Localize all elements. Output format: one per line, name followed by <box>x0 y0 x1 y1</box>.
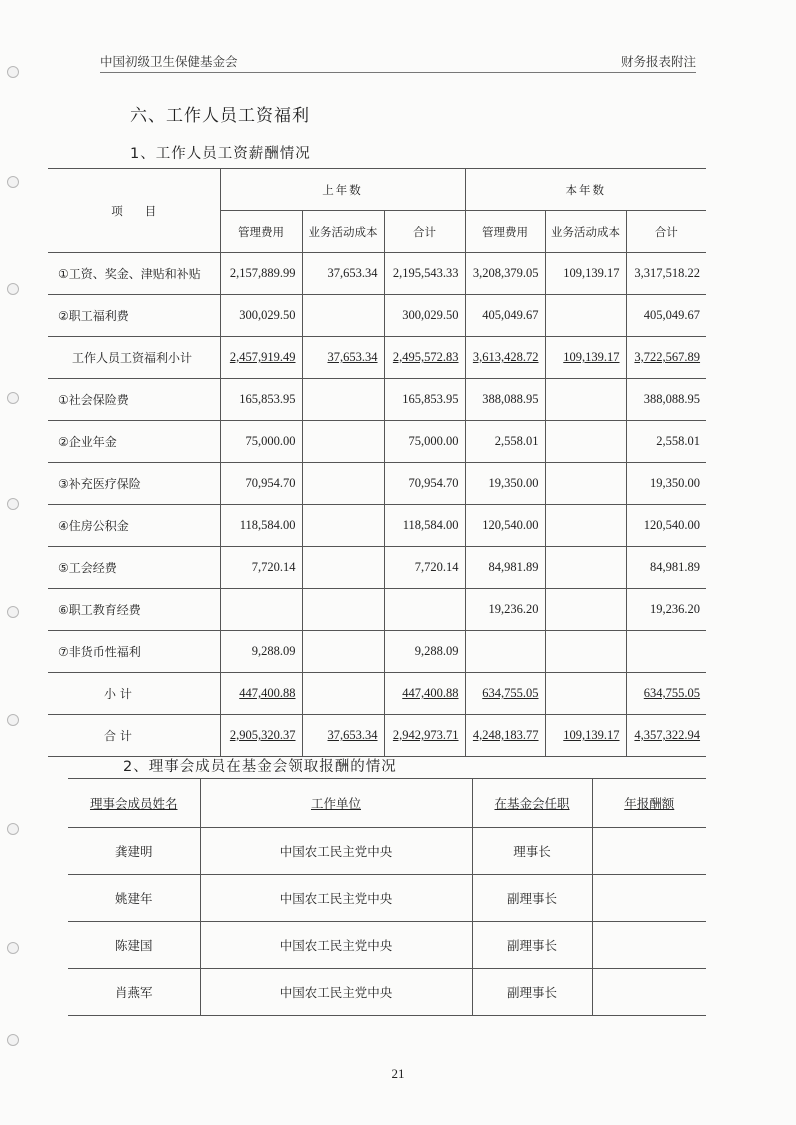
work-unit-cell: 中国农工民主党中央 <box>200 828 472 875</box>
current-year-header: 本年数 <box>465 169 706 211</box>
row-label: ⑥职工教育经费 <box>48 589 220 631</box>
value-cell: 2,457,919.49 <box>220 337 302 379</box>
value-cell: 300,029.50 <box>384 295 465 337</box>
table-row <box>48 379 706 421</box>
value-cell <box>545 295 626 337</box>
value-cell <box>465 631 545 673</box>
value-cell <box>545 547 626 589</box>
value-cell: 70,954.70 <box>220 463 302 505</box>
value-cell <box>545 379 626 421</box>
col-annual-pay: 年报酬额 <box>592 779 706 828</box>
value-cell: 75,000.00 <box>384 421 465 463</box>
subsection-title-salary: 1、工作人员工资薪酬情况 <box>130 146 311 162</box>
table-row <box>68 922 706 969</box>
value-cell: 634,755.05 <box>465 673 545 715</box>
binder-hole <box>7 942 19 954</box>
value-cell: 109,139.17 <box>545 253 626 295</box>
value-cell <box>545 505 626 547</box>
row-label: ①社会保险费 <box>48 379 220 421</box>
value-cell <box>302 673 384 715</box>
value-cell: 2,558.01 <box>465 421 545 463</box>
member-name-cell: 龚建明 <box>68 828 200 875</box>
value-cell: 75,000.00 <box>220 421 302 463</box>
value-cell: 405,049.67 <box>465 295 545 337</box>
value-cell: 2,495,572.83 <box>384 337 465 379</box>
work-unit-cell: 中国农工民主党中央 <box>200 875 472 922</box>
value-cell: 84,981.89 <box>626 547 706 589</box>
table-row <box>48 715 706 757</box>
value-cell <box>626 631 706 673</box>
value-cell <box>220 589 302 631</box>
table-row <box>48 673 706 715</box>
value-cell: 2,195,543.33 <box>384 253 465 295</box>
value-cell <box>302 589 384 631</box>
member-name-cell: 姚建年 <box>68 875 200 922</box>
binder-hole <box>7 283 19 295</box>
value-cell <box>302 379 384 421</box>
value-cell: 2,157,889.99 <box>220 253 302 295</box>
row-label: 工作人员工资福利小计 <box>48 337 220 379</box>
row-label: ④住房公积金 <box>48 505 220 547</box>
value-cell: 2,558.01 <box>626 421 706 463</box>
value-cell: 120,540.00 <box>626 505 706 547</box>
row-label: ⑦非货币性福利 <box>48 631 220 673</box>
value-cell: 3,613,428.72 <box>465 337 545 379</box>
value-cell: 7,720.14 <box>384 547 465 589</box>
value-cell: 9,288.09 <box>220 631 302 673</box>
value-cell: 70,954.70 <box>384 463 465 505</box>
binder-hole <box>7 66 19 78</box>
col-mgmt-prior: 管理费用 <box>220 211 302 253</box>
row-label: ③补充医疗保险 <box>48 463 220 505</box>
value-cell: 109,139.17 <box>545 337 626 379</box>
value-cell <box>302 421 384 463</box>
row-label: ①工资、奖金、津贴和补贴 <box>48 253 220 295</box>
value-cell: 19,350.00 <box>465 463 545 505</box>
value-cell: 300,029.50 <box>220 295 302 337</box>
value-cell: 3,317,518.22 <box>626 253 706 295</box>
annual-pay-cell <box>592 875 706 922</box>
value-cell: 388,088.95 <box>465 379 545 421</box>
work-unit-cell: 中国农工民主党中央 <box>200 922 472 969</box>
prior-year-header: 上年数 <box>220 169 465 211</box>
member-name-cell: 陈建国 <box>68 922 200 969</box>
value-cell <box>545 589 626 631</box>
value-cell: 388,088.95 <box>626 379 706 421</box>
table-row <box>48 421 706 463</box>
col-work-unit: 工作单位 <box>200 779 472 828</box>
value-cell: 118,584.00 <box>220 505 302 547</box>
binder-hole <box>7 823 19 835</box>
value-cell: 37,653.34 <box>302 715 384 757</box>
col-biz-current: 业务活动成本 <box>545 211 626 253</box>
work-unit-cell: 中国农工民主党中央 <box>200 969 472 1016</box>
value-cell: 447,400.88 <box>384 673 465 715</box>
col-total-current: 合计 <box>626 211 706 253</box>
table-row <box>68 875 706 922</box>
position-cell: 理事长 <box>472 828 592 875</box>
col-biz-prior: 业务活动成本 <box>302 211 384 253</box>
position-cell: 副理事长 <box>472 875 592 922</box>
table-row <box>48 631 706 673</box>
header-divider <box>100 72 696 73</box>
value-cell: 3,722,567.89 <box>626 337 706 379</box>
value-cell: 109,139.17 <box>545 715 626 757</box>
annual-pay-cell <box>592 922 706 969</box>
subsection-title-board: 2、理事会成员在基金会领取报酬的情况 <box>123 759 397 775</box>
position-cell: 副理事长 <box>472 969 592 1016</box>
value-cell: 4,357,322.94 <box>626 715 706 757</box>
binder-hole <box>7 392 19 404</box>
value-cell <box>545 421 626 463</box>
section-title: 六、工作人员工资福利 <box>130 106 310 126</box>
table-row <box>68 828 706 875</box>
value-cell: 165,853.95 <box>220 379 302 421</box>
item-header: 项目 <box>48 169 220 253</box>
col-member-name: 理事会成员姓名 <box>68 779 200 828</box>
position-cell: 副理事长 <box>472 922 592 969</box>
table-row <box>48 337 706 379</box>
table-row <box>48 295 706 337</box>
value-cell: 84,981.89 <box>465 547 545 589</box>
board-compensation-table <box>68 778 706 1016</box>
value-cell <box>384 589 465 631</box>
binder-hole <box>7 176 19 188</box>
value-cell: 19,236.20 <box>626 589 706 631</box>
value-cell: 2,942,973.71 <box>384 715 465 757</box>
table-row <box>48 589 706 631</box>
col-position: 在基金会任职 <box>472 779 592 828</box>
value-cell <box>302 547 384 589</box>
table-row <box>48 505 706 547</box>
row-label: ②企业年金 <box>48 421 220 463</box>
header-org-name: 中国初级卫生保健基金会 <box>100 54 238 69</box>
value-cell: 634,755.05 <box>626 673 706 715</box>
binder-hole <box>7 714 19 726</box>
value-cell: 120,540.00 <box>465 505 545 547</box>
page-header <box>100 48 696 68</box>
col-mgmt-current: 管理费用 <box>465 211 545 253</box>
salary-table <box>48 168 706 757</box>
value-cell: 447,400.88 <box>220 673 302 715</box>
value-cell <box>302 631 384 673</box>
value-cell <box>302 463 384 505</box>
table-row <box>48 547 706 589</box>
value-cell: 37,653.34 <box>302 253 384 295</box>
value-cell: 9,288.09 <box>384 631 465 673</box>
value-cell <box>302 505 384 547</box>
header-doc-type: 财务报表附注 <box>620 54 696 69</box>
page-number: 21 <box>391 1066 405 1081</box>
value-cell: 3,208,379.05 <box>465 253 545 295</box>
value-cell: 37,653.34 <box>302 337 384 379</box>
table-row <box>68 969 706 1016</box>
row-label: ⑤工会经费 <box>48 547 220 589</box>
table-row <box>48 253 706 295</box>
value-cell: 165,853.95 <box>384 379 465 421</box>
value-cell: 19,236.20 <box>465 589 545 631</box>
binder-hole <box>7 606 19 618</box>
value-cell: 4,248,183.77 <box>465 715 545 757</box>
value-cell: 405,049.67 <box>626 295 706 337</box>
member-name-cell: 肖燕军 <box>68 969 200 1016</box>
value-cell: 118,584.00 <box>384 505 465 547</box>
value-cell: 19,350.00 <box>626 463 706 505</box>
row-label: ②职工福利费 <box>48 295 220 337</box>
annual-pay-cell <box>592 969 706 1016</box>
value-cell: 2,905,320.37 <box>220 715 302 757</box>
value-cell <box>545 463 626 505</box>
col-total-prior: 合计 <box>384 211 465 253</box>
value-cell <box>545 673 626 715</box>
binder-hole <box>7 498 19 510</box>
value-cell: 7,720.14 <box>220 547 302 589</box>
annual-pay-cell <box>592 828 706 875</box>
value-cell <box>302 295 384 337</box>
table-row <box>48 463 706 505</box>
binder-hole <box>7 1034 19 1046</box>
row-label: 合 计 <box>48 715 220 757</box>
row-label: 小 计 <box>48 673 220 715</box>
value-cell <box>545 631 626 673</box>
